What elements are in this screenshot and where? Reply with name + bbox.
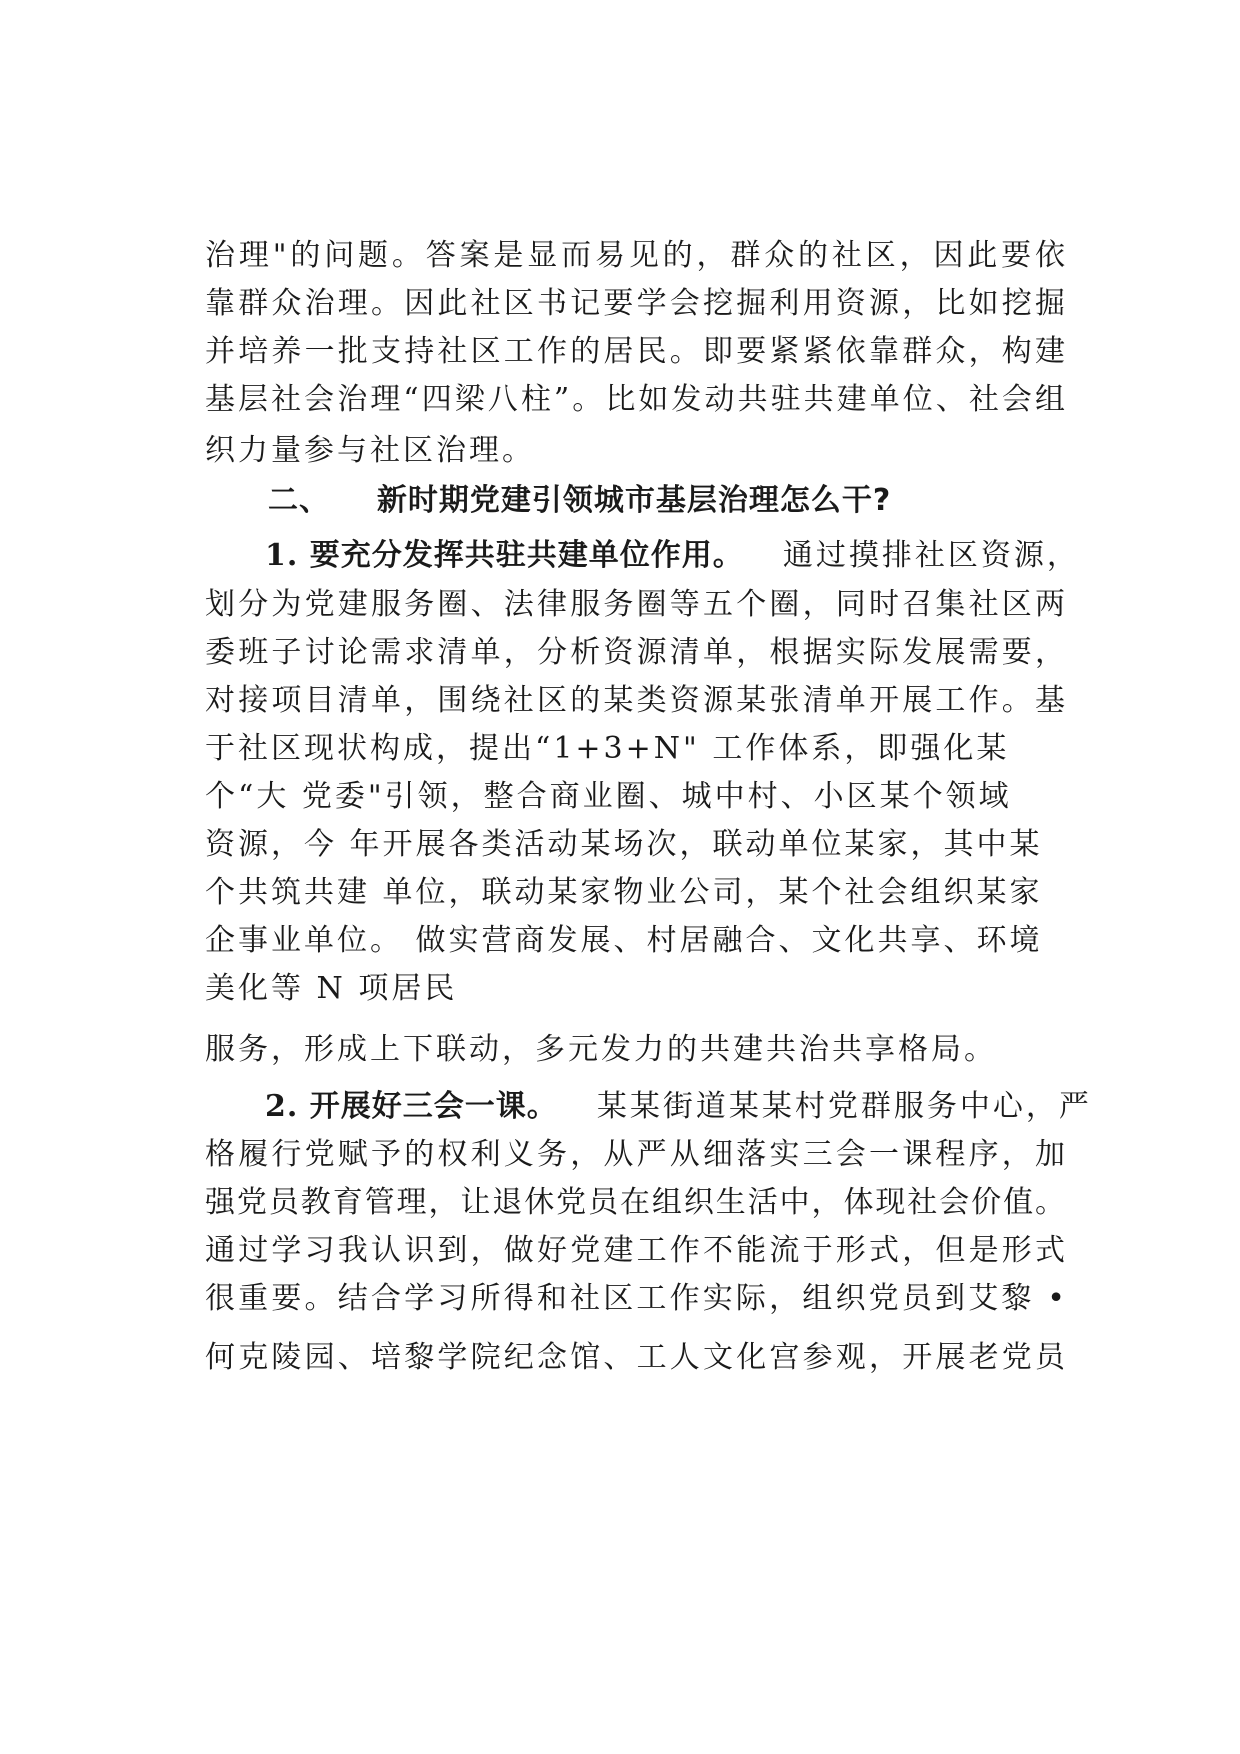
item-heading: 2. 开展好三会一课。 [265,1089,558,1124]
body-text-line: 织力量参与社区治理。 [205,433,535,468]
section-number: 二、 [268,483,330,518]
body-text-line: 划分为党建服务圈、法律服务圈等五个圈，同时召集社区两 [205,587,1065,622]
body-text-line: 治理"的问题。答案是显而易见的，群众的社区，因此要依 [205,238,1065,273]
body-text-line: 个“大 党委"引领，整合商业圈、城中村、小区某个领域 [205,779,1012,814]
body-text-line: 于社区现状构成，提出“1+3+N" 工作体系，即强化某 [205,731,1010,766]
item-heading: 1. 要充分发挥共驻共建单位作用。 [265,538,744,573]
body-text-line: 何克陵园、培黎学院纪念馆、工人文化宫参观，开展老党员 [205,1340,1065,1375]
item-first-line [265,536,1080,576]
body-text-line: 基层社会治理“四梁八柱”。比如发动共驻共建单位、社会组 [205,382,1065,417]
body-text-line: 很重要。结合学习所得和社区工作实际，组织党员到艾黎 • [205,1281,1065,1316]
body-text: 通过摸排社区资源， [782,538,1080,573]
body-text-line: 强党员教育管理，让退休党员在组织生活中，体现社会价值。 [205,1185,1065,1220]
body-text-line: 委班子讨论需求清单，分析资源清单，根据实际发展需要， [205,635,1065,670]
body-text: 某某街道某某村党群服务中心，严 [596,1089,1092,1124]
body-text-line: 对接项目清单，围绕社区的某类资源某张清单开展工作。基 [205,683,1065,718]
body-text-line: 个共筑共建 单位，联动某家物业公司，某个社会组织某家 [205,875,1043,910]
body-text-line: 美化等 N 项居民 [205,971,458,1006]
section-heading [268,481,891,521]
body-text-line: 靠群众治理。因此社区书记要学会挖掘利用资源，比如挖掘 [205,286,1065,321]
body-text-line: 资源，今 年开展各类活动某场次，联动单位某家，其中某 [205,827,1043,862]
section-title: 新时期党建引领城市基层治理怎么干? [376,483,892,518]
body-text-line: 通过学习我认识到，做好党建工作不能流于形式，但是形式 [205,1233,1065,1268]
body-text-line: 格履行党赋予的权利义务，从严从细落实三会一课程序，加 [205,1137,1065,1172]
body-text-line: 服务，形成上下联动，多元发力的共建共治共享格局。 [205,1032,997,1067]
body-text-line: 企事业单位。 做实营商发展、村居融合、文化共享、环境 [205,923,1043,958]
item-first-line [265,1087,1092,1127]
body-text-line: 并培养一批支持社区工作的居民。即要紧紧依靠群众，构建 [205,334,1065,369]
